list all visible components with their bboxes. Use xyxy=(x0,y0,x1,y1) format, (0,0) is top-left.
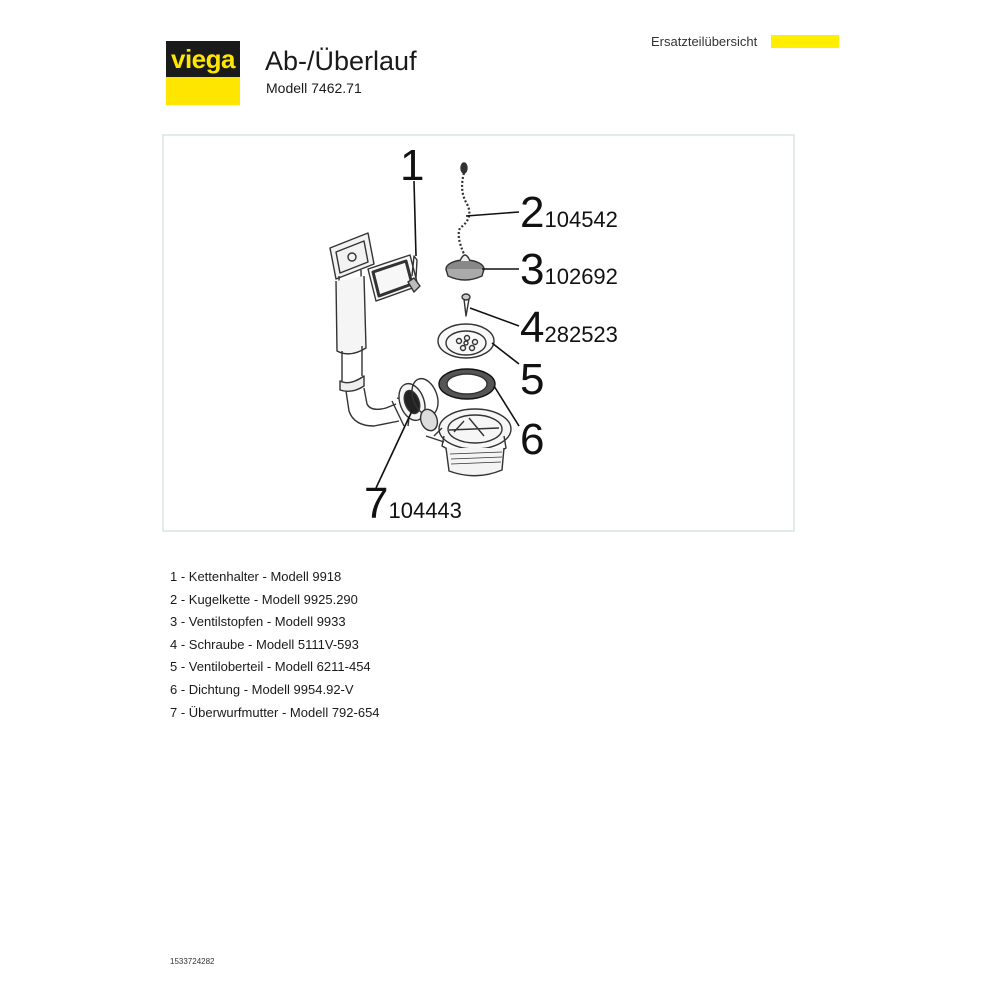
strainer-drawing xyxy=(438,324,494,358)
document-type-marker xyxy=(771,35,839,48)
callout-4 xyxy=(520,303,618,352)
callout-1-number: 1 xyxy=(400,141,425,190)
sealing-ring-drawing xyxy=(439,369,495,399)
exploded-view-drawing xyxy=(164,136,793,530)
page-title: Ab-/Überlauf xyxy=(265,46,417,76)
callout-6-number: 6 xyxy=(520,415,545,464)
callout-2-code: 104542 xyxy=(544,207,618,232)
viega-logo xyxy=(166,41,240,105)
callout-2 xyxy=(520,188,618,237)
parts-list-item: 7 - Überwurfmutter - Modell 792-654 xyxy=(170,704,380,720)
callout-4-code: 282523 xyxy=(544,322,618,347)
callout-3 xyxy=(520,245,618,294)
logo-yellow-band xyxy=(166,77,240,105)
parts-list xyxy=(170,566,380,724)
callout-6 xyxy=(520,415,545,464)
callout-7 xyxy=(364,479,462,528)
exploded-view-figure xyxy=(162,134,795,532)
valve-body-drawing xyxy=(426,409,511,476)
document-id: 1533724282 xyxy=(170,957,215,966)
parts-list-item: 3 - Ventilstopfen - Modell 9933 xyxy=(170,614,346,630)
callout-1 xyxy=(400,141,425,190)
callout-3-code: 102692 xyxy=(544,264,618,289)
callout-4-number: 4 xyxy=(520,303,545,352)
chain-drawing xyxy=(459,163,470,254)
callout-5-number: 5 xyxy=(520,355,545,404)
parts-list-item: 2 - Kugelkette - Modell 9925.290 xyxy=(170,591,358,607)
callout-2-number: 2 xyxy=(520,188,545,237)
callout-7-number: 7 xyxy=(364,479,389,528)
document-type-label: Ersatzteilübersicht xyxy=(651,34,758,49)
callout-3-number: 3 xyxy=(520,245,545,294)
model-number: Modell 7462.71 xyxy=(266,80,362,96)
parts-list-item: 5 - Ventiloberteil - Modell 6211-454 xyxy=(170,659,371,675)
logo-wordmark: viega xyxy=(166,41,240,77)
parts-list-item: 6 - Dichtung - Modell 9954.92-V xyxy=(170,681,354,697)
callout-7-code: 104443 xyxy=(388,498,462,523)
plug-drawing xyxy=(446,255,484,280)
parts-list-item: 1 - Kettenhalter - Modell 9918 xyxy=(170,569,342,584)
parts-list-item: 4 - Schraube - Modell 5111V-593 xyxy=(170,636,359,652)
screw-drawing xyxy=(462,294,470,316)
callout-5 xyxy=(520,355,545,404)
